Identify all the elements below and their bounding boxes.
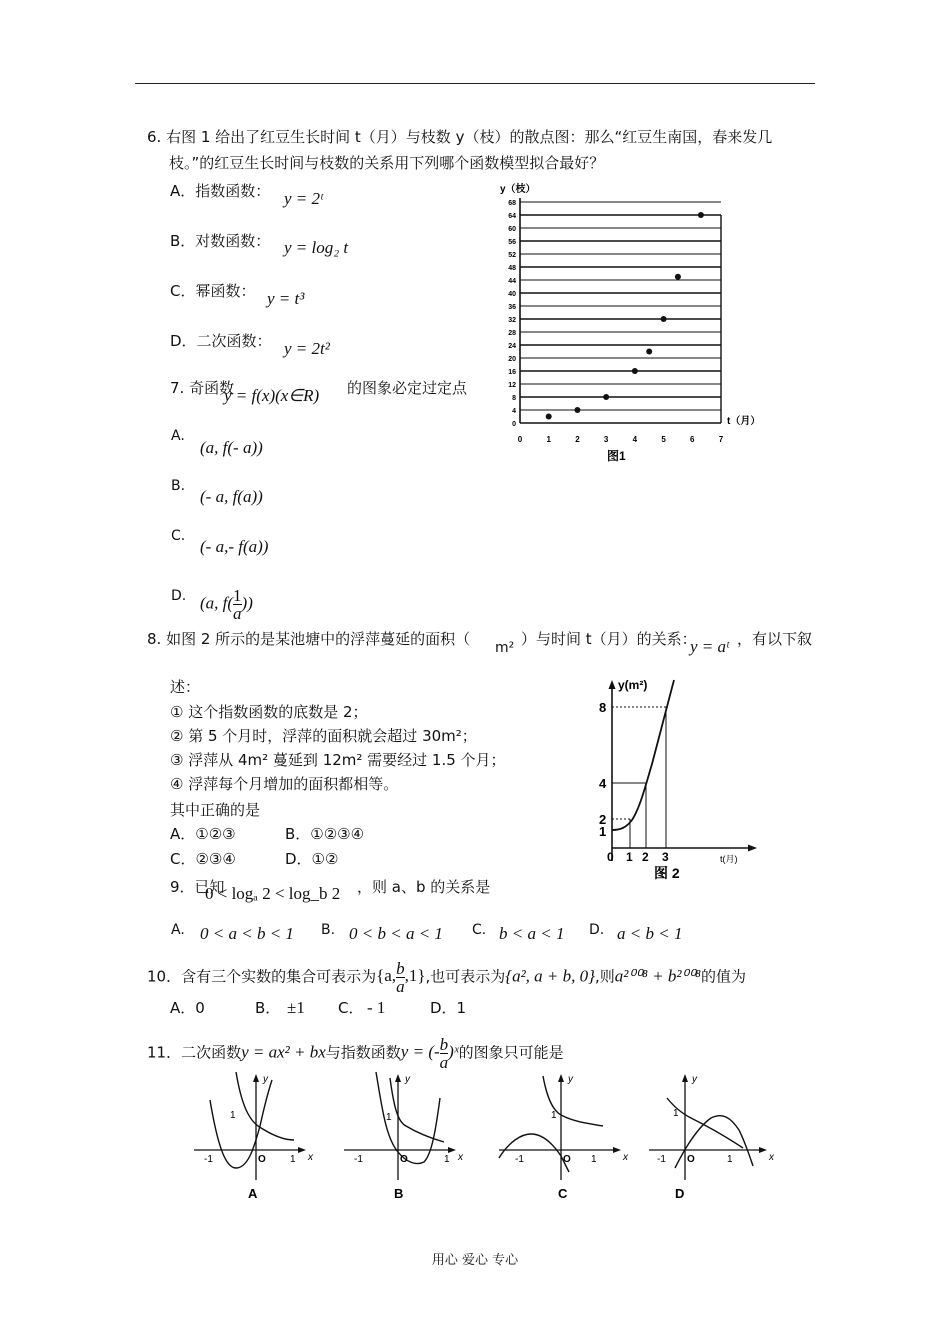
q11-tail: 的图象只可能是 [458, 1043, 564, 1062]
fig1-ytick-56: 56 [508, 239, 516, 246]
fig2-y-arrow [609, 680, 616, 689]
fig1-ytick-52: 52 [508, 252, 516, 259]
q11-a-y-arrow [253, 1074, 259, 1082]
q11-a-label: A [248, 1186, 258, 1201]
q6-option-c[interactable] [170, 280, 255, 301]
q11-c-parabola [499, 1134, 569, 1172]
q10-frac-num: b [396, 959, 405, 978]
q10-fraction [396, 960, 405, 995]
q7-formula: y = f(x)(x∈R) [224, 386, 320, 405]
q9-option-a-label: A. [171, 922, 185, 938]
q11-graph-c[interactable] [499, 1074, 629, 1201]
q10-option-b[interactable]: ±1 [287, 998, 305, 1017]
q10-set1-pre: {a, [376, 966, 397, 986]
q9-option-d[interactable]: a < b < 1 [617, 924, 683, 943]
q10-option-d[interactable]: D．1 [430, 999, 467, 1017]
q11-b-y-one: 1 [386, 1112, 392, 1123]
q11-graph-a[interactable] [194, 1072, 314, 1201]
q11-d-x-arrow [759, 1147, 767, 1153]
q10-expr: a²⁰⁰⁸ + b²⁰⁰⁸ [614, 966, 701, 986]
q9-option-c[interactable]: b < a < 1 [499, 924, 565, 943]
q11-graph-b[interactable] [344, 1072, 464, 1201]
q6-option-b[interactable] [170, 230, 270, 251]
fig1-ytick-20: 20 [508, 356, 516, 363]
header-rule [135, 83, 815, 84]
q11-graphs [190, 1068, 780, 1208]
fig1-point-1 [546, 414, 552, 420]
q9-option-d-label: D. [589, 922, 605, 938]
q8-statement-4: ④ 浮萍每个月增加的面积都相等。 [170, 775, 399, 793]
q11-f1: y = ax² + bx [241, 1042, 326, 1062]
fig2-xtick-1: 1 [626, 850, 633, 864]
q10-stem [147, 960, 746, 995]
fig1-ytick-32: 32 [508, 317, 516, 324]
q11-d-label: D [675, 1186, 685, 1201]
q9-option-a[interactable]: 0 < a < b < 1 [200, 924, 294, 943]
q10-option-c-label: C． [338, 999, 364, 1017]
q6-option-d-label: D．二次函数： [170, 332, 272, 350]
q11-b-label: B [394, 1186, 404, 1201]
q10-option-b-label: B． [255, 999, 281, 1017]
q7-d-frac-den: a [233, 604, 242, 623]
q11-d-origin: O [687, 1154, 695, 1165]
q11-stem-pre: 11．二次函数 [147, 1043, 242, 1062]
q10-mid: ,也可表示为 [425, 967, 506, 986]
fig1-ytick-8: 8 [512, 395, 516, 402]
page-footer: 用心 爱心 专心 [431, 1253, 519, 1268]
fig1-ytick-64: 64 [508, 213, 516, 220]
q11-b-x-one: 1 [444, 1154, 450, 1165]
fig1-xtick-2: 2 [575, 435, 580, 444]
q10-tail: 的值为 [700, 967, 746, 986]
q11-b-neg1: -1 [354, 1154, 363, 1165]
fig2-xtick-3: 3 [662, 850, 669, 864]
figure-2-graph [590, 676, 775, 886]
fig1-ytick-48: 48 [508, 265, 516, 272]
q11-d-y-arrow [682, 1074, 688, 1082]
q6-option-d-formula: y = 2t² [284, 339, 330, 358]
q9-option-c-label: C. [472, 922, 487, 938]
q11-d-x-one: 1 [727, 1154, 733, 1165]
q6-option-d[interactable] [170, 330, 272, 351]
fig1-point-7 [675, 274, 681, 280]
q7-option-b-label: B. [171, 478, 186, 494]
figure-1-scatter [495, 178, 765, 468]
fig1-point-4 [632, 368, 638, 374]
q10-set1 [376, 959, 426, 996]
q11-c-x-one: 1 [591, 1154, 597, 1165]
fig1-xtick-7: 7 [718, 435, 724, 444]
q6-line1: 6. 右图 1 给出了红豆生长时间 t（月）与枝数 y（枝）的散点图：那么“红豆生南国，春来发几 [147, 128, 773, 146]
q6-option-c-label: C．幂函数： [170, 282, 256, 300]
q11-a-x-label: x [308, 1152, 313, 1163]
fig1-xtick-3: 3 [603, 435, 609, 444]
fig2-ytick-1: 1 [599, 824, 607, 839]
q11-a-neg1: -1 [204, 1154, 213, 1165]
q6-option-a[interactable] [170, 180, 270, 201]
fig1-point-8 [698, 212, 704, 218]
fig1-ytick-68: 68 [508, 200, 516, 207]
q11-stem [147, 1036, 564, 1071]
fig2-x-label: t(月) [720, 854, 738, 864]
q6-option-b-formula: y = log₂ t [284, 238, 349, 257]
q11-b-origin: O [400, 1154, 408, 1165]
fig1-ytick-12: 12 [508, 382, 516, 389]
q7-option-c-label: C. [171, 528, 186, 544]
q7-d-frac-num: 1 [233, 586, 242, 605]
fig1-point-5 [646, 349, 652, 355]
q11-c-x-label: x [623, 1152, 628, 1163]
q11-d-neg1: -1 [657, 1154, 666, 1165]
q11-frac-den: a [439, 1053, 449, 1072]
fig1-xtick-5: 5 [661, 435, 666, 444]
fig2-y-label: y(m²) [618, 678, 648, 692]
q8-option-c[interactable]: C．②③④ [170, 850, 236, 868]
fig1-y-label: y（枝） [500, 184, 536, 195]
q7-option-d[interactable] [200, 587, 253, 622]
q11-a-x-one: 1 [290, 1154, 296, 1165]
fig1-ytick-60: 60 [508, 226, 516, 233]
q9-option-b[interactable]: 0 < b < a < 1 [349, 924, 443, 943]
q7-option-d-label: D. [171, 588, 187, 604]
q11-b-y-label: y [405, 1074, 410, 1085]
q11-c-origin: O [563, 1154, 571, 1165]
q11-d-y-one: 1 [673, 1108, 679, 1119]
q11-c-y-arrow [558, 1074, 564, 1082]
q11-a-y-label: y [263, 1074, 268, 1085]
q7-d-pre: (a, f( [200, 593, 234, 613]
fig1-ytick-36: 36 [508, 304, 516, 311]
q11-a-origin: O [258, 1154, 266, 1165]
q11-mid: 与指数函数 [325, 1043, 401, 1062]
q11-fraction [440, 1036, 449, 1071]
q8-stem-mid: ）与时间 t（月）的关系： [521, 630, 697, 648]
fig2-ytick-8: 8 [599, 700, 607, 715]
fig1-point-2 [574, 407, 580, 413]
q11-c-x-arrow [613, 1147, 621, 1153]
q9-tail: ，则 a、b 的关系是 [357, 878, 491, 896]
q11-b-y-arrow [395, 1074, 401, 1082]
fig2-xtick-2: 2 [642, 850, 649, 864]
q7-option-b[interactable]: (- a, f(a)) [200, 487, 263, 506]
fig1-xtick-4: 4 [632, 435, 638, 444]
q11-a-y-one: 1 [230, 1110, 236, 1121]
q11-d-y-label: y [692, 1074, 697, 1085]
q11-d-x-label: x [769, 1152, 774, 1163]
q8-stem-pre: 8. 如图 2 所示的是某池塘中的浮萍蔓延的面积（ [147, 630, 471, 648]
fig1-ytick-4: 4 [512, 408, 516, 415]
q11-frac-num: b [439, 1035, 449, 1054]
q6-line2: 枝。”的红豆生长时间与枝数的关系用下列哪个函数模型拟合最好？ [169, 154, 605, 172]
q11-f2-post: )ˣ [448, 1042, 459, 1062]
q11-c-y-label: y [568, 1074, 573, 1085]
q9-option-b-label: B. [321, 922, 336, 938]
fig2-x-arrow [748, 845, 757, 852]
q8-formula: y = aᵗ [690, 637, 729, 656]
q8-statement-1: ① 这个指数函数的底数是 2； [170, 703, 368, 721]
q7-option-a[interactable]: (a, f(- a)) [200, 438, 263, 457]
q6-option-b-label: B．对数函数： [170, 232, 271, 250]
q10-option-a[interactable]: A．0 [170, 999, 205, 1017]
q7-option-a-label: A. [171, 428, 185, 444]
fig1-ytick-40: 40 [508, 291, 516, 298]
fig1-caption: 图1 [607, 449, 626, 463]
fig1-ytick-24: 24 [508, 343, 516, 350]
q8-unit: m² [495, 640, 515, 656]
fig2-xtick-0: 0 [607, 850, 614, 864]
fig1-point-6 [661, 316, 667, 322]
q8-option-a[interactable]: A．①②③ [170, 825, 236, 843]
q7-d-fraction [233, 587, 242, 622]
fig1-xtick-1: 1 [546, 435, 551, 444]
q11-f2-pre: y = (- [400, 1042, 440, 1062]
q10-frac-den: a [396, 977, 405, 996]
fig1-x-label: t（月） [727, 416, 761, 427]
fig1-ytick-16: 16 [508, 369, 516, 376]
fig1-xtick-6: 6 [690, 435, 695, 444]
q11-b-x-arrow [448, 1147, 456, 1153]
q10-option-c[interactable]: - 1 [367, 998, 386, 1017]
q6-option-a-label: A．指数函数： [170, 182, 271, 200]
q10-stem-pre: 10．含有三个实数的集合可表示为 [147, 967, 377, 986]
q8-statement-2: ② 第 5 个月时，浮萍的面积就会超过 30m²； [170, 727, 477, 745]
q11-c-label: C [558, 1186, 568, 1201]
q11-f2 [400, 1035, 459, 1072]
q8-statement-3: ③ 浮萍从 4m² 蔓延到 12m² 需要经过 1.5 个月； [170, 751, 506, 769]
q7-tail: 的图象必定过定点 [347, 379, 468, 397]
q6-option-c-formula: y = t³ [267, 289, 305, 308]
fig2-ytick-2: 2 [599, 812, 607, 827]
q8-stem-cont: 述： [170, 678, 201, 696]
q8-option-d[interactable]: D．①② [285, 850, 339, 868]
q8-stem-post: ，有以下叙 [737, 630, 813, 648]
q10-set2: {a², a + b, 0} [505, 966, 595, 986]
q11-c-neg1: -1 [515, 1154, 524, 1165]
q11-a-x-arrow [298, 1147, 306, 1153]
q6-option-a-formula: y = 2ᵗ [284, 189, 323, 208]
fig1-ytick-0: 0 [512, 421, 516, 428]
q9-formula: 0 < logₐ 2 < log_b 2 [205, 884, 341, 903]
q11-c-y-one: 1 [551, 1110, 557, 1121]
q7-option-c[interactable]: (- a,- f(a)) [200, 537, 269, 556]
q11-graph-d[interactable] [649, 1074, 775, 1201]
q8-option-b[interactable]: B．①②③④ [285, 825, 365, 843]
fig2-caption: 图 2 [654, 865, 680, 881]
q11-b-x-label: x [458, 1152, 463, 1163]
q7-d-post: )) [241, 593, 253, 613]
fig2-ytick-4: 4 [599, 776, 607, 791]
q10-set1-post: ,1} [404, 966, 426, 986]
fig2-curve [612, 680, 674, 830]
fig1-ytick-28: 28 [508, 330, 516, 337]
fig1-ytick-44: 44 [508, 278, 516, 285]
q8-question: 其中正确的是 [170, 801, 261, 819]
q9-stem: 9．已知 [170, 878, 225, 896]
q7-stem: 7. 奇函数 [170, 379, 235, 397]
q10-mid2: ,则 [594, 967, 615, 986]
fig1-point-3 [603, 394, 609, 400]
fig1-xtick-0: 0 [517, 435, 523, 444]
